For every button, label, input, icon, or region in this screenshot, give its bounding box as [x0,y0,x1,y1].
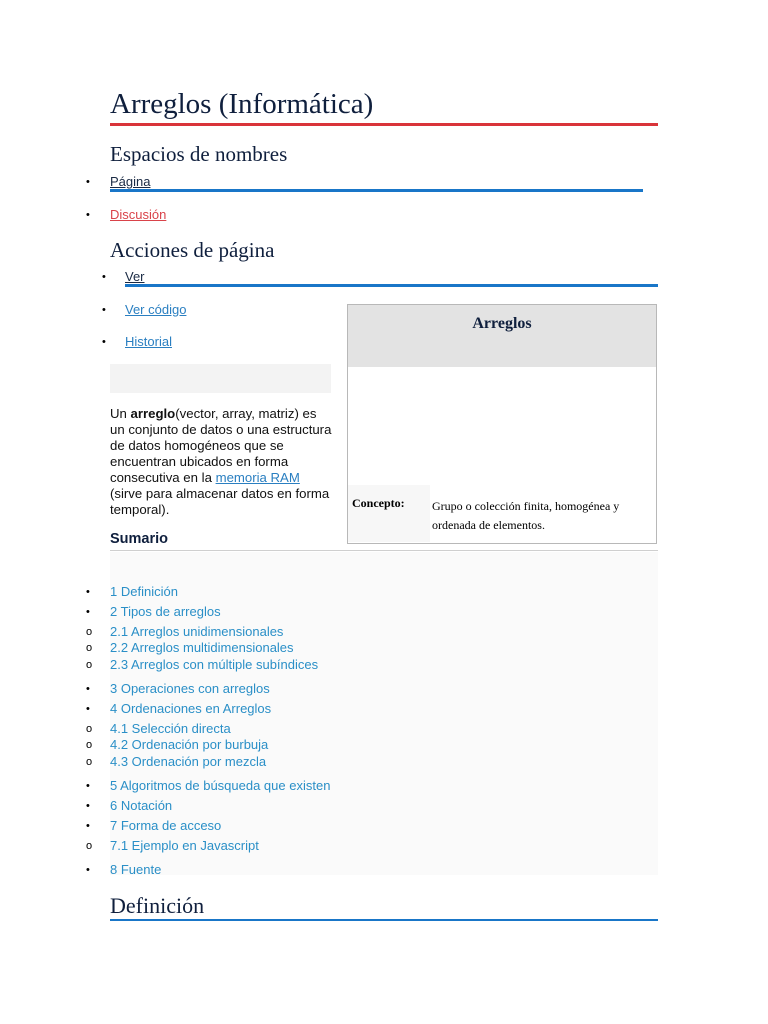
action-history[interactable]: Historial [125,334,172,349]
toc-link[interactable]: 5 Algoritmos de búsqueda que existen [110,778,331,793]
toc-link[interactable]: 8 Fuente [110,862,162,877]
toc-marker: • [86,703,90,715]
infobox-label: Concepto: [352,496,405,510]
toc-marker: o [86,626,93,638]
toc-marker: o [86,739,93,751]
list-bullet: • [102,336,106,348]
toc-link[interactable]: 4.2 Ordenación por burbuja [110,737,269,752]
toc-link[interactable]: 1 Definición [110,584,178,599]
toc-marker: • [86,780,90,792]
toc-link[interactable]: 7.1 Ejemplo en Javascript [110,838,259,853]
toc-link[interactable]: 2.1 Arreglos unidimensionales [110,624,284,639]
intro-bold-term: arreglo [130,406,176,421]
page-title: Arreglos (Informática) [110,88,374,120]
toc-marker: • [86,586,90,598]
toc-marker: o [86,756,93,768]
toc-heading: Sumario [110,531,169,547]
toc-marker: o [86,840,93,852]
toc-divider [110,550,658,551]
page-actions-underline [125,284,658,287]
intro-paragraph [110,406,332,518]
toc-link[interactable]: 4 Ordenaciones en Arreglos [110,701,272,716]
toc-marker: • [86,800,90,812]
toc-marker: o [86,723,93,735]
toc-marker: • [86,820,90,832]
namespaces-heading: Espacios de nombres [110,142,288,166]
infobox [347,304,657,544]
list-bullet: • [102,271,106,283]
section-heading-definicion: Definición [110,893,205,918]
section-underline [110,919,658,921]
toc-link[interactable]: 3 Operaciones con arreglos [110,681,270,696]
toc-link[interactable]: 2.3 Arreglos con múltiple subíndices [110,657,319,672]
toc-link[interactable]: 2.2 Arreglos multidimensionales [110,640,294,655]
toc-link[interactable]: 2 Tipos de arreglos [110,604,221,619]
intro-prefix: Un [110,406,131,421]
toc-link[interactable]: 7 Forma de acceso [110,818,222,833]
namespaces-underline [110,189,643,192]
action-view[interactable]: Ver [125,269,145,284]
title-underline [110,123,658,126]
memoria-ram-link[interactable]: memoria RAM [215,470,300,485]
infobox-title: Arreglos [472,315,532,332]
toc-link[interactable]: 4.3 Ordenación por mezcla [110,754,267,769]
infobox-value: Grupo o colección finita, homogénea y ordenada de elementos. [432,499,620,532]
list-bullet: • [86,176,90,188]
action-view-source[interactable]: Ver código [125,302,187,317]
toc-marker: o [86,659,93,671]
intro-text: (vector, array, matriz) es un conjunto de datos o una estructura de datos homogéneos que se encuentran ubicados en forma consecutiva en la [110,406,332,485]
intro-suffix: (sirve para almacenar datos en forma temporal). [110,486,330,517]
list-bullet: • [86,209,90,221]
namespace-tab-discussion[interactable]: Discusión [110,207,167,222]
empty-gray-box [110,364,331,393]
infobox-label-cell [348,485,430,542]
namespace-tab-page[interactable]: Página [110,174,151,189]
toc-marker: • [86,606,90,618]
toc-link[interactable]: 6 Notación [110,798,173,813]
toc-marker: • [86,683,90,695]
page-actions-heading: Acciones de página [110,238,275,262]
list-bullet: • [102,304,106,316]
toc-marker: o [86,642,93,654]
toc-marker: • [86,864,90,876]
toc-link[interactable]: 4.1 Selección directa [110,721,231,736]
